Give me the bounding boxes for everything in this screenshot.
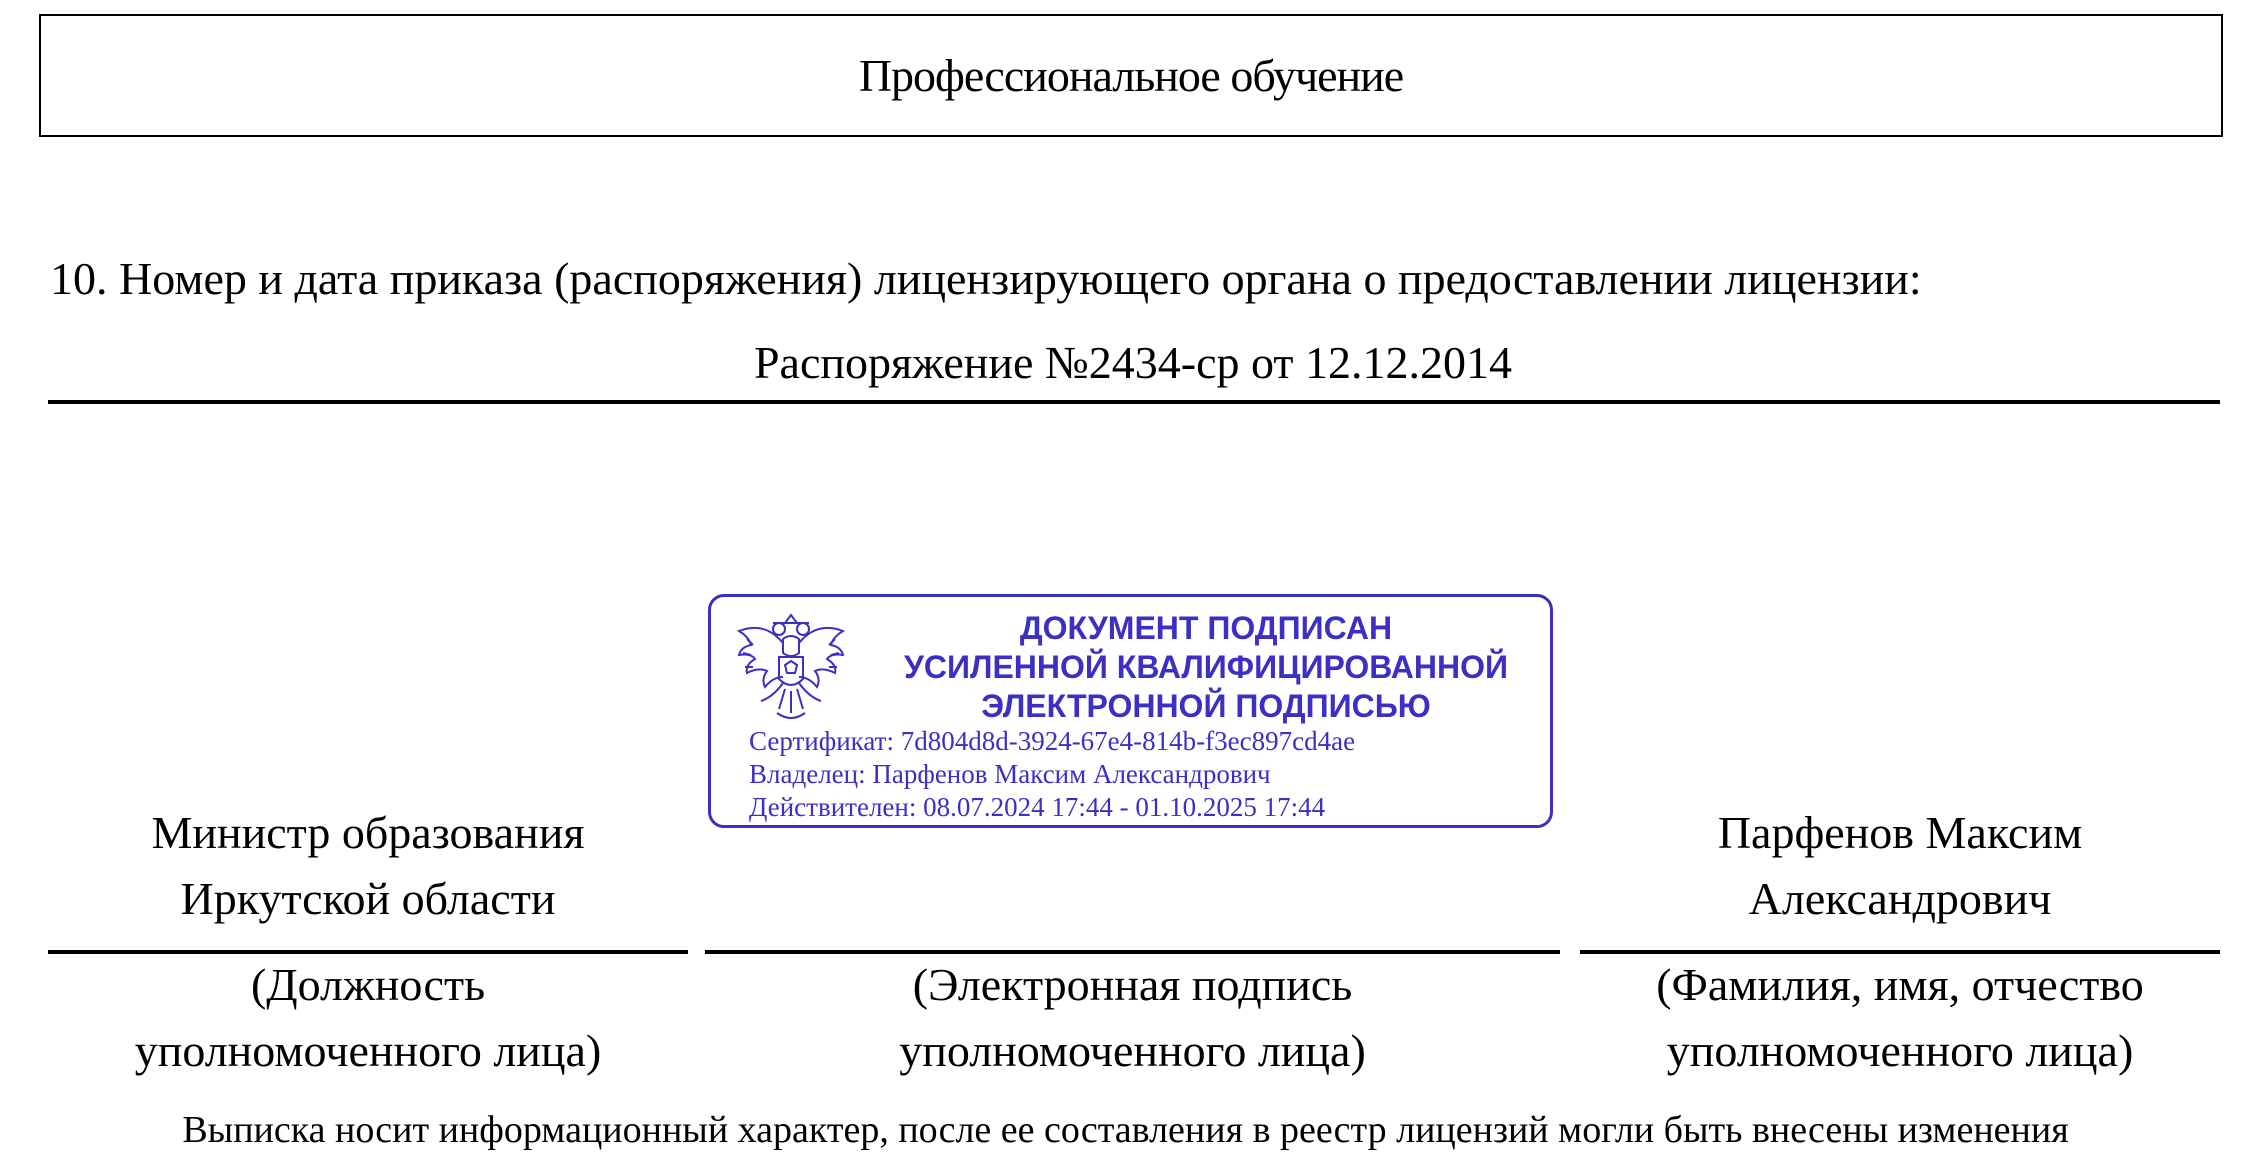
signature-caption-line-2: уполномоченного лица): [899, 1025, 1366, 1076]
stamp-heading-line-2: УСИЛЕННОЙ КВАЛИФИЦИРОВАННОЙ: [903, 649, 1509, 685]
electronic-signature-stamp: [708, 594, 1553, 828]
signature-caption-line-1: (Электронная подпись: [912, 959, 1353, 1010]
stamp-valid-period: Действителен: 08.07.2024 17:44 - 01.10.2025 17:44: [749, 792, 1326, 822]
order-value: Распоряжение №2434-ср от 12.12.2014: [753, 337, 1513, 388]
name-value-line-1: Парфенов Максим: [1717, 807, 2083, 858]
document-title-box: [39, 14, 2223, 137]
position-value-line-2: Иркутской области: [180, 873, 556, 924]
stamp-owner: Владелец: Парфенов Максим Александрович: [749, 759, 1271, 789]
name-value-line-2: Александрович: [1748, 873, 2052, 924]
document-title: Профессиональное обучение: [858, 50, 1404, 101]
name-caption-line-1: (Фамилия, имя, отчество: [1656, 959, 2144, 1010]
position-caption-line-1: (Должность: [250, 959, 486, 1010]
section-10-label: 10. Номер и дата приказа (распоряжения) лицензирующего органа о предоставлении лицензии:: [50, 253, 1922, 304]
stamp-certificate: Сертификат: 7d804d8d-3924-67e4-814b-f3ec897cd4ae: [749, 726, 1356, 756]
coat-of-arms-icon: [733, 609, 849, 727]
stamp-heading-line-3: ЭЛЕКТРОННОЙ ПОДПИСЬЮ: [981, 688, 1431, 724]
order-underline: [48, 400, 2220, 404]
position-value-line-1: Министр образования: [151, 807, 585, 858]
position-caption-line-2: уполномоченного лица): [134, 1025, 602, 1076]
name-caption-line-2: уполномоченного лица): [1666, 1025, 2134, 1076]
stamp-heading-line-1: ДОКУМЕНТ ПОДПИСАН: [1019, 610, 1393, 646]
footer-note: Выписка носит информационный характер, после ее составления в реестр лицензий могли быть внесены изменения: [182, 1109, 2069, 1151]
